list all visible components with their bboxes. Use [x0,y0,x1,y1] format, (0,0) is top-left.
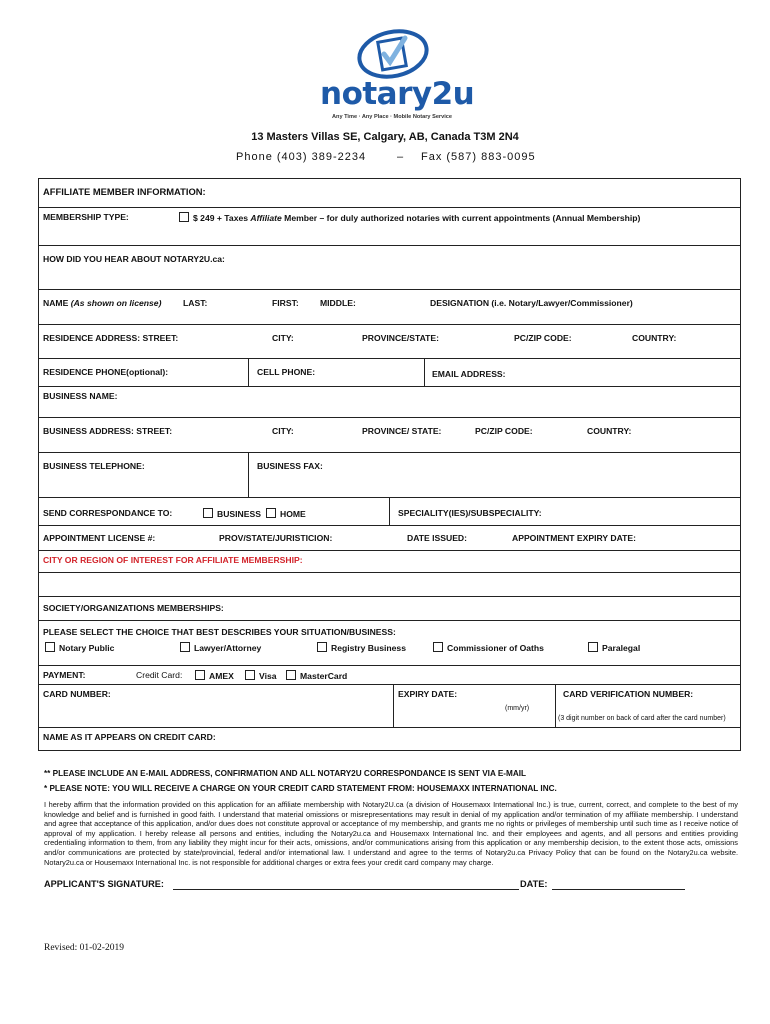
header-dash: – [397,151,404,163]
choice-registry-business[interactable] [317,642,406,653]
first-name-label: FIRST: [272,298,299,308]
business-street-label: BUSINESS ADDRESS: STREET: [43,426,173,436]
fax-number: Fax (587) 883-0095 [421,151,536,163]
col-divider [393,684,394,727]
logo-tagline: Any Time · Any Place · Mobile Notary Service [332,114,452,120]
membership-affiliate: Affiliate [250,213,282,223]
row-divider [38,596,741,597]
residence-city-label: CITY: [272,333,294,343]
hear-about-label: HOW DID YOU HEAR ABOUT NOTARY2U.ca: [43,254,225,264]
col-divider [248,358,249,386]
col-divider [389,497,390,525]
send-correspondence-label: SEND CORRESPONDANCE TO: [43,508,173,518]
col-divider [424,358,425,386]
notary-public-text: Notary Public [59,643,115,653]
choice-paralegal[interactable] [588,642,640,653]
visa-text: Visa [259,671,277,681]
card-verification-note: (3 digit number on back of card after the card number) [558,715,726,722]
last-name-label: LAST: [183,298,208,308]
send-business-option[interactable] [203,508,261,519]
residence-street-label: RESIDENCE ADDRESS: STREET: [43,333,179,343]
visa-checkbox[interactable] [245,670,255,680]
mastercard-text: MasterCard [300,671,348,681]
col-divider [555,684,556,727]
designation-label: DESIGNATION (i.e. Notary/Lawyer/Commissioner) [430,298,633,308]
lawyer-attorney-text: Lawyer/Attorney [194,643,262,653]
middle-name-label: MIDDLE: [320,298,356,308]
send-business-checkbox[interactable] [203,508,213,518]
business-city-label: CITY: [272,426,294,436]
card-mastercard-option[interactable] [286,670,347,681]
registry-business-checkbox[interactable] [317,642,327,652]
payment-label: PAYMENT: [43,670,86,680]
row-divider [38,452,741,453]
business-fax-label: BUSINESS FAX: [257,461,323,471]
section-title: AFFILIATE MEMBER INFORMATION: [43,186,206,197]
row-divider [38,324,741,325]
send-home-checkbox[interactable] [266,508,276,518]
card-number-label: CARD NUMBER: [43,689,111,699]
amex-checkbox[interactable] [195,670,205,680]
choice-notary-public[interactable] [45,642,114,653]
city-region-label: CITY OR REGION OF INTEREST FOR AFFILIATE MEMBERSHIP: [43,555,303,565]
revised-date: Revised: 01-02-2019 [44,943,124,953]
commissioner-checkbox[interactable] [433,642,443,652]
prov-jurisdiction-label: PROV/STATE/JURISTICION: [219,533,333,543]
appointment-expiry-label: APPOINTMENT EXPIRY DATE: [512,533,636,543]
row-divider [38,417,741,418]
name-label-note: (As shown on license) [70,298,162,308]
society-label: SOCIETY/ORGANIZATIONS MEMBERSHIPS: [43,603,224,613]
send-home-text: HOME [280,509,306,519]
choice-lawyer-attorney[interactable] [180,642,261,653]
registry-business-text: Registry Business [331,643,406,653]
commissioner-text: Commissioner of Oaths [447,643,544,653]
row-divider [38,684,741,685]
col-divider [248,452,249,497]
row-divider [38,665,741,666]
mm-yr-hint: (mm/yr) [505,705,530,712]
business-province-label: PROVINCE/ STATE: [362,426,442,436]
date-issued-label: DATE ISSUED: [407,533,468,543]
cell-phone-label: CELL PHONE: [257,367,316,377]
card-amex-option[interactable] [195,670,234,681]
membership-checkbox[interactable] [179,212,189,222]
row-divider [38,620,741,621]
card-verification-label: CARD VERIFICATION NUMBER: [563,689,694,699]
email-address-label: EMAIL ADDRESS: [432,369,506,379]
checkmark-logo-icon [353,24,433,82]
credit-card-label: Credit Card: [136,670,183,680]
situation-choice-label: PLEASE SELECT THE CHOICE THAT BEST DESCRIBES YOUR SITUATION/BUSINESS: [43,627,396,637]
name-on-card-label: NAME AS IT APPEARS ON CREDIT CARD: [43,732,216,742]
signature-date-line[interactable] [552,889,685,890]
residence-province-label: PROVINCE/STATE: [362,333,440,343]
residence-pc-label: PC/ZIP CODE: [514,333,572,343]
row-divider [38,727,741,728]
row-divider [38,572,741,573]
row-divider [38,207,741,208]
business-telephone-label: BUSINESS TELEPHONE: [43,461,145,471]
expiry-date-label: EXPIRY DATE: [398,689,458,699]
paralegal-checkbox[interactable] [588,642,598,652]
row-divider [38,358,741,359]
row-divider [38,550,741,551]
signature-label: APPLICANT'S SIGNATURE: [44,879,164,889]
membership-price: $ 249 + Taxes [193,213,249,223]
name-label-text: NAME [43,298,69,308]
notary-public-checkbox[interactable] [45,642,55,652]
choice-commissioner[interactable] [433,642,544,653]
affirmation-paragraph: I hereby affirm that the information provided on this application for an affiliate membership with Notary2U.ca (a division of Housemaxx International Inc.) is true, current, correct, and complete to the best of my knowledge and belief and is furnished in good faith. I understand that material omissions or misrepresentations may result in denial of my application and/or termination of my affiliate membership. I understand and agree that acceptance of this application, and/or dues does not constitute approval or acceptance of my membership, and grants me no rights or privileges of membership until such time as I receive notice of approval of my application. I hereby release all persons and entities, including the Notary2u.ca and Housemaxx International Inc. and their employees and agents, and all persons and entities providing credentialing information to them, from any liability they might incur for their acts, omissions, and/or communications arising from this application or any membership decision, to the extent those acts, omissions and/or communications are protected by state/provincial, federal and/or international law. I understand and agree to the terms of Notary2u.ca Privacy Policy that can be found on the Notary2u.ca website. Notary2u.ca or Housemaxx International Inc. is not responsible for additional charges or extra fees your credit card company may charge. [44,800,738,867]
row-divider [38,289,741,290]
row-divider [38,386,741,387]
signature-line[interactable] [173,889,519,890]
speciality-label: SPECIALITY(IES)/SUBSPECIALITY: [398,508,542,518]
send-home-option[interactable] [266,508,306,519]
appointment-license-label: APPOINTMENT LICENSE #: [43,533,156,543]
row-divider [38,245,741,246]
membership-option[interactable] [179,212,640,223]
mastercard-checkbox[interactable] [286,670,296,680]
lawyer-attorney-checkbox[interactable] [180,642,190,652]
business-pc-label: PC/ZIP CODE: [475,426,533,436]
logo [318,24,475,124]
residence-country-label: COUNTRY: [632,333,677,343]
company-address: 13 Masters Villas SE, Calgary, AB, Canada T3M 2N4 [251,131,519,143]
business-name-label: BUSINESS NAME: [43,391,118,401]
business-country-label: COUNTRY: [587,426,632,436]
email-note: ** PLEASE INCLUDE AN E-MAIL ADDRESS, CONFIRMATION AND ALL NOTARY2U CORRESPONDANCE IS SENT VIA E-MAIL [44,769,527,778]
signature-date-label: DATE: [520,879,548,889]
charge-note: * PLEASE NOTE: YOU WILL RECEIVE A CHARGE ON YOUR CREDIT CARD STATEMENT FROM: HOUSEMAXX INTERNATIONAL INC. [44,784,557,793]
membership-description: Member – for duly authorized notaries with current appointments (Annual Membership) [284,213,641,223]
amex-text: AMEX [209,671,234,681]
membership-type-label: MEMBERSHIP TYPE: [43,212,129,222]
paralegal-text: Paralegal [602,643,641,653]
name-label [43,298,161,308]
row-divider [38,525,741,526]
card-visa-option[interactable] [245,670,277,681]
send-business-text: BUSINESS [217,509,261,519]
logo-wordmark: notary2u [320,76,475,112]
phone-number: Phone (403) 389-2234 [236,151,367,163]
residence-phone-label: RESIDENCE PHONE(optional): [43,367,169,377]
